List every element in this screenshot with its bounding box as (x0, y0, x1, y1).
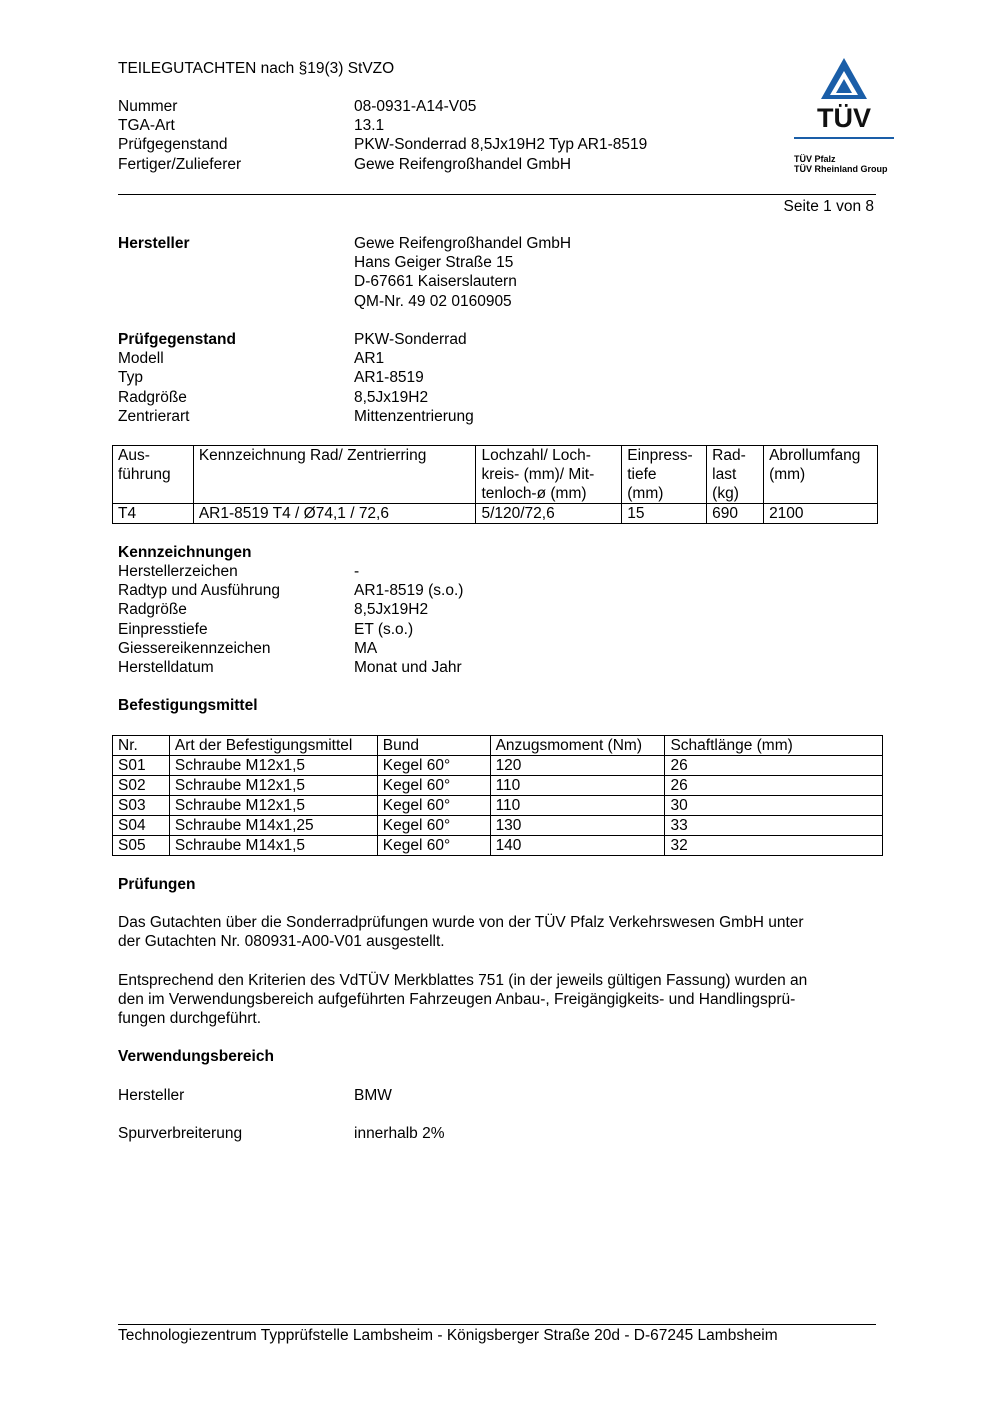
table-cell: Kegel 60° (377, 836, 490, 856)
table-cell: 2100 (764, 504, 878, 524)
table-cell: S03 (113, 796, 170, 816)
table-cell: S05 (113, 836, 170, 856)
paragraph-line: Das Gutachten über die Sonderradprüfungen wurde von der TÜV Pfalz Verkehrswesen GmbH unter (118, 914, 804, 931)
field-value: AR1-8519 (354, 369, 424, 387)
table-row (113, 796, 883, 816)
table-cell: S02 (113, 776, 170, 796)
table-header-cell: Schaftlänge (mm) (665, 736, 883, 756)
field-label: Hersteller (118, 1087, 185, 1104)
field-label: Modell (118, 350, 164, 368)
field-label: Herstelldatum (118, 658, 214, 676)
field-value: MA (354, 639, 378, 657)
paragraph-line: der Gutachten Nr. 080931-A00-V01 ausgestellt. (118, 933, 445, 951)
table-cell: Schraube M12x1,5 (169, 776, 377, 796)
table-cell: Schraube M14x1,5 (169, 836, 377, 856)
table-cell: 140 (490, 836, 665, 856)
table-header-row (113, 736, 883, 756)
page-info: Seite 1 von 8 (783, 198, 874, 215)
field-value: - (354, 563, 360, 580)
address-line: QM-Nr. 49 02 0160905 (354, 292, 512, 310)
tuv-triangle-icon (794, 55, 894, 103)
table-cell: Schraube M12x1,5 (169, 796, 377, 816)
field-label: Spurverbreiterung (118, 1125, 243, 1142)
table-header-cell: Bund (377, 736, 490, 756)
table-header-cell: Einpress- tiefe (mm) (622, 446, 707, 504)
field-label: TGA-Art (118, 117, 175, 135)
table-row (113, 756, 883, 776)
field-label: Radgröße (118, 388, 187, 406)
table-row (113, 816, 883, 836)
field-value: Mittenzentrierung (354, 407, 474, 425)
field-label: Herstellerzeichen (118, 563, 238, 580)
address-line: Hans Geiger Straße 15 (354, 254, 514, 272)
pruefgegenstand-label: Prüfgegenstand (118, 331, 236, 348)
wheel-table (112, 445, 878, 524)
table-cell: 130 (490, 816, 665, 836)
field-value: 8,5Jx19H2 (354, 601, 429, 619)
field-label: Zentrierart (118, 407, 190, 425)
paragraph-line: den im Verwendungsbereich aufgeführten Fahrzeugen Anbau-, Freigängigkeits- und Handlingsprü- (118, 991, 796, 1009)
table-header-cell: Rad- last (kg) (707, 446, 764, 504)
field-label: Einpresstiefe (118, 620, 208, 638)
field-value: Monat und Jahr (354, 658, 462, 676)
field-value: 08-0931-A14-V05 (354, 98, 477, 115)
table-cell: 15 (622, 504, 707, 524)
table-header-cell: Kennzeichnung Rad/ Zentrierring (193, 446, 476, 504)
tuv-logo-wordmark: TÜV (817, 103, 871, 133)
pruefungen-paragraph-1 (118, 913, 878, 951)
table-cell: 110 (490, 776, 665, 796)
table-cell: 26 (665, 756, 883, 776)
field-label: Fertiger/Zulieferer (118, 155, 242, 173)
pruefgegenstand-value: PKW-Sonderrad (354, 331, 467, 348)
table-cell: 690 (707, 504, 764, 524)
table-header-cell: Anzugsmoment (Nm) (490, 736, 665, 756)
table-cell: Schraube M12x1,5 (169, 756, 377, 776)
tuv-logo-line2: TÜV Rheinland Group (794, 164, 888, 174)
hersteller-address (354, 234, 571, 311)
table-cell: S04 (113, 816, 170, 836)
document-title: TEILEGUTACHTEN nach §19(3) StVZO (118, 60, 395, 77)
footer-text: Technologiezentrum Typprüfstelle Lambsheim - Königsberger Straße 20d - D-67245 Lambsheim (118, 1327, 778, 1344)
table-header-row (113, 446, 878, 504)
table-header-cell: Aus- führung (113, 446, 194, 504)
field-value: PKW-Sonderrad 8,5Jx19H2 Typ AR1-8519 (354, 136, 648, 154)
paragraph-line: Entsprechend den Kriterien des VdTÜV Merkblattes 751 (in der jeweils gültigen Fassung) wurden an (118, 972, 808, 989)
header-divider (118, 194, 876, 195)
field-label: Giessereikennzeichen (118, 639, 271, 657)
table-cell: Kegel 60° (377, 756, 490, 776)
field-value: AR1-8519 (s.o.) (354, 582, 464, 600)
paragraph-line: fungen durchgeführt. (118, 1010, 262, 1028)
table-header-cell: Art der Befestigungsmittel (169, 736, 377, 756)
footer-divider (118, 1324, 876, 1325)
field-label: Prüfgegenstand (118, 136, 228, 154)
kennzeichnungen-title: Kennzeichnungen (118, 544, 252, 561)
field-label: Nummer (118, 98, 178, 115)
table-cell: AR1-8519 T4 / Ø74,1 / 72,6 (193, 504, 476, 524)
table-header-cell: Abrollumfang (mm) (764, 446, 878, 504)
pruefungen-title: Prüfungen (118, 876, 196, 893)
table-cell: S01 (113, 756, 170, 776)
table-cell: Kegel 60° (377, 816, 490, 836)
table-header-cell: Lochzahl/ Loch- kreis- (mm)/ Mit- tenloch-ø (mm) (476, 446, 622, 504)
table-cell: 30 (665, 796, 883, 816)
hersteller-label: Hersteller (118, 235, 190, 252)
field-value: Gewe Reifengroßhandel GmbH (354, 155, 572, 173)
table-row (113, 776, 883, 796)
address-line: D-67661 Kaiserslautern (354, 273, 517, 291)
table-header-cell: Nr. (113, 736, 170, 756)
field-value: BMW (354, 1087, 392, 1104)
table-cell: 33 (665, 816, 883, 836)
field-label: Radtyp und Ausführung (118, 582, 281, 600)
befestigung-table (112, 735, 883, 856)
befestigung-title: Befestigungsmittel (118, 697, 258, 714)
field-label: Typ (118, 369, 143, 387)
table-cell: 110 (490, 796, 665, 816)
field-value: 8,5Jx19H2 (354, 388, 429, 406)
table-cell: Kegel 60° (377, 796, 490, 816)
field-value: 13.1 (354, 117, 385, 135)
table-row (113, 836, 883, 856)
tuv-logo-rule (794, 137, 894, 139)
pruefungen-paragraph-2 (118, 971, 878, 1029)
address-line: Gewe Reifengroßhandel GmbH (354, 235, 572, 252)
tuv-logo-line1: TÜV Pfalz (794, 154, 836, 164)
field-label: Radgröße (118, 601, 187, 619)
table-cell: 26 (665, 776, 883, 796)
field-value: AR1 (354, 350, 385, 368)
table-cell: 120 (490, 756, 665, 776)
field-value: ET (s.o.) (354, 620, 414, 638)
table-cell: 32 (665, 836, 883, 856)
table-cell: 5/120/72,6 (476, 504, 622, 524)
table-cell: T4 (113, 504, 194, 524)
field-value: innerhalb 2% (354, 1125, 445, 1142)
table-cell: Kegel 60° (377, 776, 490, 796)
table-row (113, 504, 878, 524)
table-cell: Schraube M14x1,25 (169, 816, 377, 836)
verwendungsbereich-title: Verwendungsbereich (118, 1048, 274, 1065)
tuv-logo (794, 55, 894, 180)
